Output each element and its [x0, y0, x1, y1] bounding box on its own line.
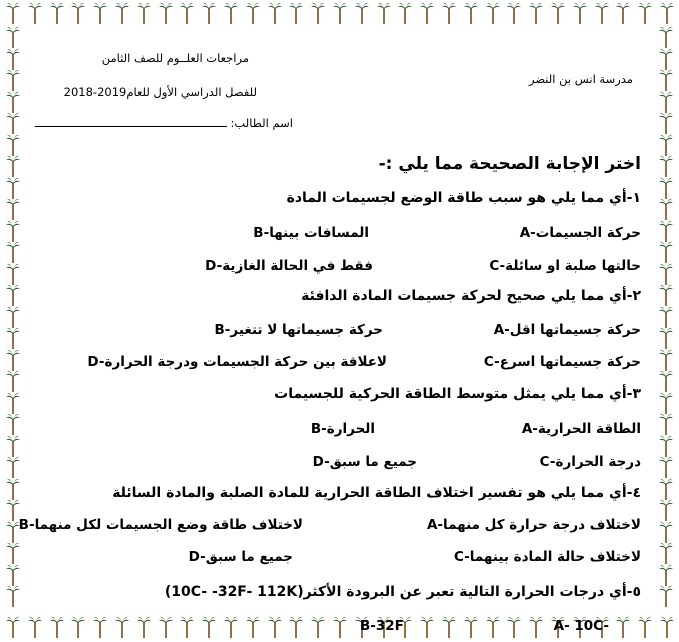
palm-tree-icon — [6, 392, 20, 414]
palm-tree-icon — [486, 2, 500, 24]
palm-tree-icon — [71, 2, 85, 24]
palm-tree-icon — [202, 2, 216, 24]
palm-tree-icon — [6, 112, 20, 134]
border-top — [0, 0, 679, 26]
palm-tree-icon — [6, 327, 20, 349]
palm-tree-icon — [659, 327, 673, 349]
palm-tree-icon — [659, 306, 673, 328]
palm-tree-icon — [6, 198, 20, 220]
palm-tree-icon — [659, 263, 673, 285]
question-2: ٢-أي مما يلي صحيح لحركة جسيمات المادة الدافئة — [301, 288, 641, 304]
option-2b: B-حركة جسيماتها لا تتغير — [214, 322, 383, 338]
palm-tree-icon — [659, 392, 673, 414]
palm-tree-icon — [6, 456, 20, 478]
palm-tree-icon — [659, 112, 673, 134]
palm-tree-icon — [6, 48, 20, 70]
palm-tree-icon — [6, 155, 20, 177]
palm-tree-icon — [6, 478, 20, 500]
palm-tree-icon — [573, 2, 587, 24]
palm-tree-icon — [50, 2, 64, 24]
question-4: ٤-أي مما يلي هو تفسير اختلاف الطاقة الحرارية للمادة الصلبة والمادة السائلة — [112, 485, 641, 501]
palm-tree-icon — [6, 220, 20, 242]
palm-tree-icon — [659, 284, 673, 306]
palm-tree-icon — [659, 499, 673, 521]
palm-tree-icon — [659, 413, 673, 435]
option-1b: B-المسافات بينها — [253, 225, 369, 241]
option-5a: A- 10C- — [553, 618, 609, 634]
option-4a: A-لاختلاف درجة حرارة كل منهما — [426, 517, 641, 533]
option-3d: D-جميع ما سبق — [312, 454, 417, 470]
option-1a: A-حركة الجسيمات — [519, 225, 641, 241]
option-4d: D-جميع ما سبق — [188, 549, 293, 565]
palm-tree-icon — [6, 349, 20, 371]
palm-tree-icon — [659, 435, 673, 457]
palm-tree-icon — [6, 134, 20, 156]
palm-tree-icon — [6, 69, 20, 91]
palm-tree-icon — [377, 2, 391, 24]
palm-tree-icon — [660, 616, 674, 638]
palm-tree-icon — [659, 134, 673, 156]
palm-tree-icon — [355, 2, 369, 24]
option-1d: D-فقط في الحالة الغازية — [205, 258, 373, 274]
palm-tree-icon — [6, 564, 20, 586]
palm-tree-icon — [398, 2, 412, 24]
question-3: ٣-أي مما يلي يمثل متوسط الطاقة الحركية للجسيمات — [274, 386, 641, 402]
palm-tree-icon — [659, 542, 673, 564]
palm-tree-icon — [115, 2, 129, 24]
review-title: مراجعات العلــوم للصف الثامن — [101, 51, 249, 65]
palm-tree-icon — [93, 2, 107, 24]
palm-tree-icon — [311, 2, 325, 24]
palm-tree-icon — [6, 585, 20, 607]
palm-tree-icon — [6, 263, 20, 285]
palm-tree-icon — [659, 456, 673, 478]
palm-tree-icon — [659, 241, 673, 263]
worksheet-page — [18, 30, 649, 638]
palm-tree-icon — [246, 2, 260, 24]
option-1c: C-حالتها صلبة او سائلة — [489, 258, 641, 274]
palm-tree-icon — [224, 2, 238, 24]
question-5: ٥-أي درجات الحرارة التالية تعبر عن البرودة الأكثر(10C- -32F- 112K) — [164, 584, 641, 600]
palm-tree-icon — [333, 2, 347, 24]
palm-tree-icon — [6, 91, 20, 113]
palm-tree-icon — [659, 91, 673, 113]
border-right — [653, 0, 679, 638]
palm-tree-icon — [659, 155, 673, 177]
option-2a: A-حركة جسيماتها اقل — [493, 322, 641, 338]
palm-tree-icon — [638, 2, 652, 24]
option-4b: B-لاختلاف طاقة وضع الجسيمات لكل منهما — [18, 517, 303, 533]
palm-tree-icon — [6, 284, 20, 306]
palm-tree-icon — [659, 177, 673, 199]
palm-tree-icon — [659, 585, 673, 607]
palm-tree-icon — [6, 241, 20, 263]
border-left — [0, 0, 26, 638]
palm-tree-icon — [442, 2, 456, 24]
palm-tree-icon — [6, 370, 20, 392]
palm-tree-icon — [616, 2, 630, 24]
option-4c: C-لاختلاف حالة المادة بينهما — [453, 549, 641, 565]
palm-tree-icon — [137, 2, 151, 24]
palm-tree-icon — [595, 2, 609, 24]
palm-tree-icon — [659, 478, 673, 500]
palm-tree-icon — [6, 542, 20, 564]
palm-tree-icon — [6, 177, 20, 199]
palm-tree-icon — [507, 2, 521, 24]
term-line: للفصل الدراسي الأول للعام2019-2018 — [63, 85, 257, 99]
palm-tree-icon — [659, 564, 673, 586]
palm-tree-icon — [268, 2, 282, 24]
option-5b: B-32F — [360, 618, 404, 634]
palm-tree-icon — [6, 413, 20, 435]
palm-tree-icon — [6, 306, 20, 328]
palm-tree-icon — [6, 435, 20, 457]
palm-tree-icon — [659, 69, 673, 91]
palm-tree-icon — [6, 616, 20, 638]
palm-tree-icon — [659, 198, 673, 220]
palm-tree-icon — [659, 48, 673, 70]
palm-tree-icon — [289, 2, 303, 24]
palm-tree-icon — [180, 2, 194, 24]
palm-tree-icon — [420, 2, 434, 24]
palm-tree-icon — [28, 2, 42, 24]
palm-tree-icon — [659, 521, 673, 543]
student-name-label: اسم الطالب: ـــــــــــــــــــــــــــــــــــــــــــــــــــــــــ — [34, 116, 293, 130]
palm-tree-icon — [659, 370, 673, 392]
palm-tree-icon — [551, 2, 565, 24]
option-2d: D-لاعلاقة بين حركة الجسيمات ودرجة الحرارة — [87, 354, 387, 370]
palm-tree-icon — [529, 2, 543, 24]
option-2c: C-حركة جسيماتها اسرع — [483, 354, 641, 370]
palm-tree-icon — [659, 26, 673, 48]
palm-tree-icon — [659, 220, 673, 242]
palm-tree-icon — [659, 349, 673, 371]
option-3a: A-الطاقة الحرارية — [521, 421, 641, 437]
school-name: مدرسة انس بن النضر — [528, 72, 633, 86]
option-3c: C-درجة الحرارة — [539, 454, 641, 470]
palm-tree-icon — [159, 2, 173, 24]
palm-tree-icon — [6, 26, 20, 48]
option-3b: B-الحرارة — [310, 421, 375, 437]
question-1: ١-أي مما يلي هو سبب طاقة الوضع لجسيمات المادة — [286, 190, 641, 206]
instructions-title: اختر الإجابة الصحيحة مما يلي :- — [378, 154, 641, 174]
palm-tree-icon — [464, 2, 478, 24]
